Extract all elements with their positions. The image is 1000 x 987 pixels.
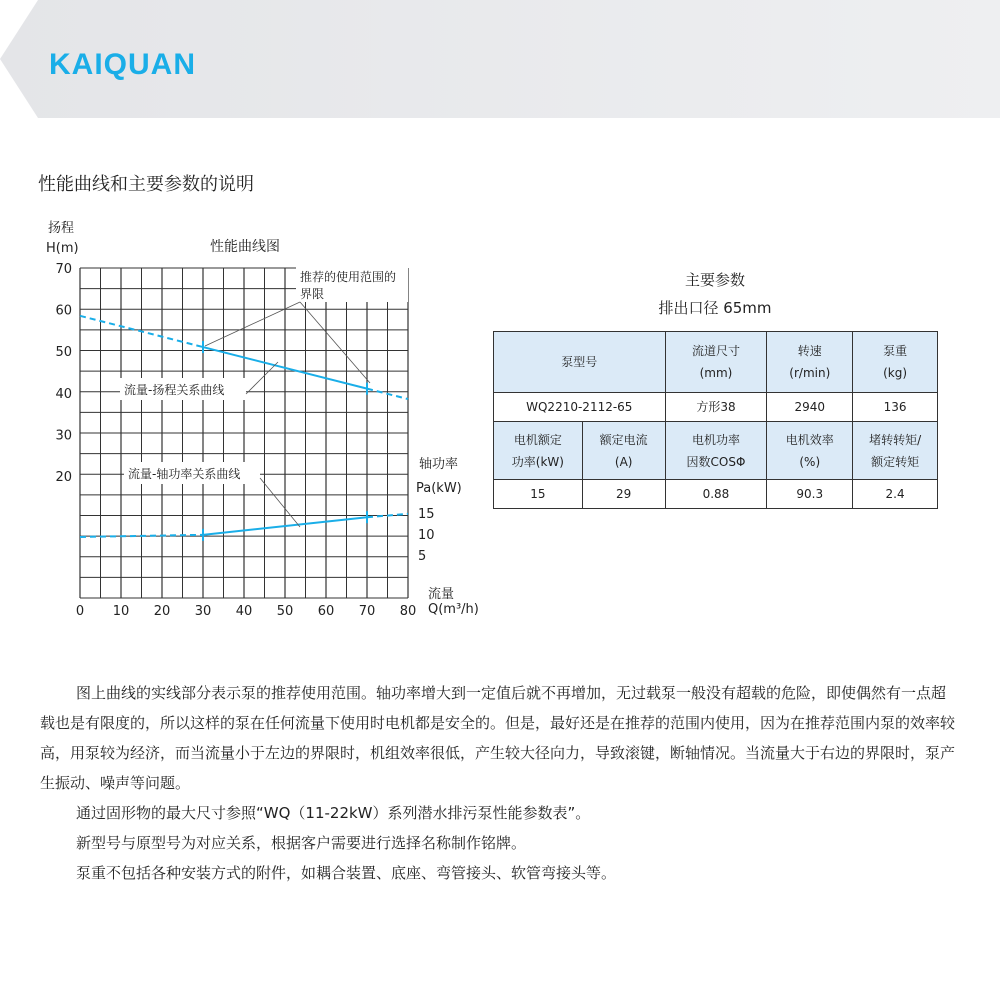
head-curve-leader [246, 362, 278, 394]
header1-0-line: 泵型号 [561, 355, 598, 369]
power-curve-label: 流量-轴功率关系曲线 [128, 467, 241, 481]
value-rated-power: 15 [494, 480, 583, 509]
description-paragraph-4: 泵重不包括各种安装方式的附件，如耦合装置、底座、弯管接头、软管弯接头等。 [76, 864, 617, 882]
annotation-line2: 界限 [300, 287, 325, 301]
header2-3-line: (%) [799, 454, 821, 469]
x-tick-label: 80 [399, 604, 417, 619]
y-tick-label: 40 [55, 386, 72, 402]
params-value-row-2 [494, 480, 938, 509]
annotation-line1: 推荐的使用范围的 [300, 270, 397, 284]
header-rated-power [494, 422, 583, 480]
header1-3-line: 泵重 [883, 344, 908, 358]
x-tick-label: 40 [235, 604, 253, 619]
header-motor-efficiency [767, 422, 853, 480]
chart-grid [80, 268, 408, 598]
y-axis-label-line2: H(m) [46, 241, 79, 256]
value-speed: 2940 [767, 393, 853, 422]
header2-0-line: 电机额定 [513, 432, 562, 447]
value-motor-efficiency: 90.3 [767, 480, 853, 509]
section-title: 性能曲线和主要参数的说明 [38, 174, 254, 195]
value-pump-model: WQ2210-2112-65 [494, 393, 666, 422]
header2-1-line: (A) [614, 454, 633, 469]
header1-3-line: (kg) [883, 366, 908, 380]
description-paragraph-3: 新型号与原型号为对应关系，根据客户需要进行选择名称制作铭牌。 [76, 834, 527, 852]
value-power-factor: 0.88 [665, 480, 767, 509]
header-torque-ratio [853, 422, 938, 480]
header1-2-line: (r/min) [789, 366, 831, 380]
x-tick-label: 10 [112, 604, 130, 619]
description-paragraph-1: 图上曲线的实线部分表示泵的推荐使用范围。轴功率增大到一定值后就不再增加，无过载泵一般没有超载的危险，即使偶然有一点超载也是有限度的，所以这样的泵在任何流量下使用时电机都是安全的。但是，最好还是在推荐的范围内使用，因为在推荐范围内泵的效率较高，用泵较为经济，而当流量小于左边的界限时，机组效率很低，产生较大径向力，导致滚键，断轴情况。当流量大于右边的界限时，泵产生振动、噪声等问题。 [40, 684, 956, 792]
x-tick-label: 0 [75, 604, 85, 619]
x-tick-label: 30 [194, 604, 212, 619]
y-tick-label: 60 [55, 303, 72, 319]
params-title: 主要参数 [684, 271, 745, 289]
header2-4-line: 堵转转矩/ [869, 432, 922, 447]
x-tick-labels [76, 604, 416, 619]
params-value-row-1 [494, 393, 938, 422]
value-weight: 136 [853, 393, 938, 422]
value-torque-ratio: 2.4 [853, 480, 938, 509]
header2-2-line: 因数COSΦ [686, 454, 746, 469]
params-header-row-1 [494, 332, 938, 393]
header2-1-line: 额定电流 [599, 432, 648, 447]
header-pump-model [494, 332, 666, 393]
value-rated-current: 29 [582, 480, 665, 509]
x-tick-label: 70 [358, 604, 376, 619]
power-tick-label: 5 [418, 549, 427, 564]
y-tick-label: 50 [55, 345, 72, 361]
params-header-row-2 [494, 422, 938, 480]
header-rated-current [582, 422, 665, 480]
annotation-leader-left [205, 302, 300, 346]
header1-2-line: 转速 [797, 344, 822, 358]
x-axis-label-line1: 流量 [428, 587, 455, 602]
x-tick-label: 50 [276, 604, 294, 619]
header-channel-size [665, 332, 767, 393]
y-axis-label-line1: 扬程 [48, 221, 75, 236]
y-tick-label: 30 [55, 428, 72, 444]
power-tick-labels [418, 507, 435, 564]
power-tick-label: 15 [418, 507, 435, 522]
header2-4-line: 额定转矩 [871, 454, 920, 469]
description-paragraph-2: 通过固形物的最大尺寸参照“WQ（11-22kW）系列潜水排污泵性能参数表”。 [76, 804, 591, 822]
chart-title: 性能曲线图 [210, 239, 280, 255]
y-tick-labels [55, 262, 72, 485]
power-tick-label: 10 [418, 528, 435, 543]
y2-axis-label-line2: Pa(kW) [416, 481, 462, 496]
header2-0-line: 功率(kW) [511, 454, 564, 469]
power-curve-leader [260, 478, 300, 527]
y2-axis-label-line1: 轴功率 [419, 457, 459, 472]
head-curve-label: 流量-扬程关系曲线 [124, 383, 225, 397]
x-axis-label-line2: Q(m³/h) [428, 602, 479, 617]
description [40, 678, 960, 888]
x-tick-label: 20 [153, 604, 171, 619]
value-channel-size: 方形38 [665, 393, 767, 422]
header-power-factor [665, 422, 767, 480]
params-table [493, 331, 938, 509]
header2-3-line: 电机效率 [785, 432, 834, 447]
header1-1-line: 流道尺寸 [691, 344, 740, 358]
header1-1-line: (mm) [699, 366, 733, 380]
x-tick-label: 60 [317, 604, 335, 619]
params-subtitle: 排出口径 65mm [658, 299, 772, 317]
y-tick-label: 70 [55, 262, 72, 277]
y-tick-label: 20 [55, 470, 72, 485]
header-weight [853, 332, 938, 393]
header2-2-line: 电机功率 [691, 432, 740, 447]
company-logo: KAIQUAN [49, 48, 196, 81]
header-speed [767, 332, 853, 393]
